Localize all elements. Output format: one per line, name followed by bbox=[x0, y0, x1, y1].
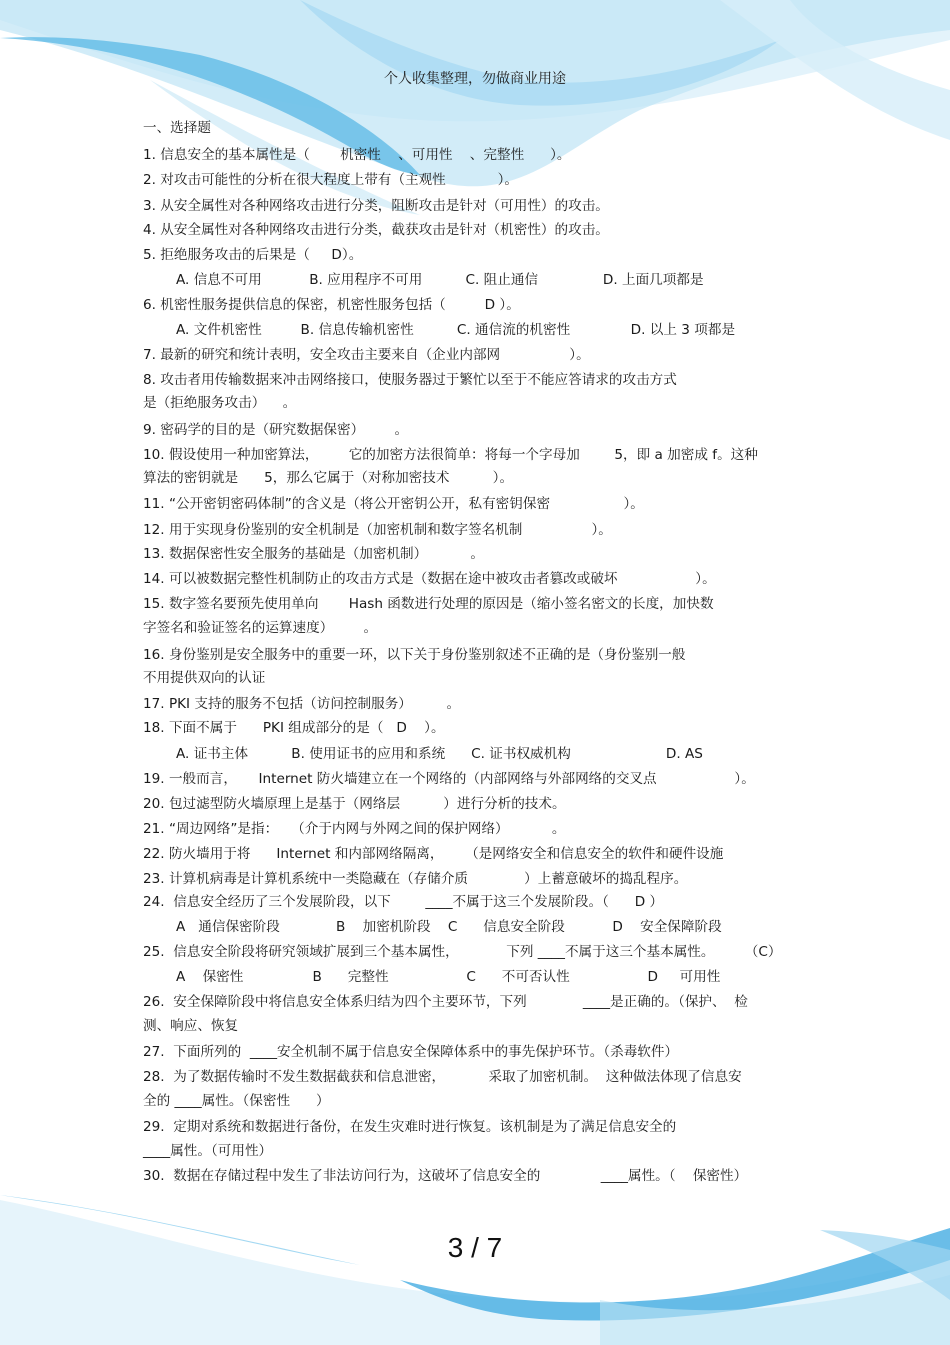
question-line: 6. 机密性服务提供信息的保密，机密性服务包括（ D ）。 bbox=[143, 297, 520, 313]
page-header: 个人收集整理，勿做商业用途 bbox=[384, 71, 566, 87]
question-line: 27. 下面所列的 ____安全机制不属于信息安全保障体系中的事先保护环节。（杀毒软件） bbox=[143, 1044, 679, 1060]
question-line: 全的 ____属性。（保密性 ） bbox=[143, 1093, 330, 1109]
question-line: 14. 可以被数据完整性机制防止的攻击方式是（数据在途中被攻击者篡改或破坏 ）。 bbox=[143, 571, 716, 587]
question-line: 13. 数据保密性安全服务的基础是（加密机制） 。 bbox=[143, 546, 485, 562]
question-line: 15. 数字签名要预先使用单向 Hash 函数进行处理的原因是（缩小签名密文的长度，加快数 bbox=[143, 596, 714, 612]
question-line: 18. 下面不属于 PKI 组成部分的是（ D ）。 bbox=[143, 720, 445, 736]
question-line: 5. 拒绝服务攻击的后果是（ D）。 bbox=[143, 247, 363, 263]
question-line: 9. 密码学的目的是（研究数据保密） 。 bbox=[143, 422, 409, 438]
question-line: 26. 安全保障阶段中将信息安全体系归结为四个主要环节，下列 ____是正确的。（保护、 检 bbox=[143, 994, 748, 1010]
question-line: 29. 定期对系统和数据进行备份，在发生灾难时进行恢复。该机制是为了满足信息安全的 bbox=[143, 1119, 677, 1135]
section-title: 一、选择题 bbox=[143, 120, 211, 136]
question-line: 17. PKI 支持的服务不包括（访问控制服务） 。 bbox=[143, 696, 461, 712]
question-line: 4. 从安全属性对各种网络攻击进行分类，截获攻击是针对（机密性）的攻击。 bbox=[143, 222, 609, 238]
option-line: A. 文件机密性 B. 信息传输机密性 C. 通信流的机密性 D. 以上 3 项都是 bbox=[176, 322, 736, 338]
question-line: ____属性。（可用性） bbox=[143, 1143, 273, 1159]
question-line: 是（拒绝服务攻击） 。 bbox=[143, 395, 297, 411]
question-line: 12. 用于实现身份鉴别的安全机制是（加密机制和数字签名机制 ）。 bbox=[143, 522, 612, 538]
question-line: 28. 为了数据传输时不发生数据截获和信息泄密， 采取了加密机制。 这种做法体现了信息安 bbox=[143, 1069, 742, 1085]
question-line: 21. “周边网络”是指： （介于内网与外网之间的保护网络） 。 bbox=[143, 821, 566, 837]
option-line: A 通信保密阶段 B 加密机阶段 C 信息安全阶段 D 安全保障阶段 bbox=[176, 919, 722, 935]
question-line: 1. 信息安全的基本属性是（ 机密性 、可用性 、完整性 ）。 bbox=[143, 147, 571, 163]
question-line: 30. 数据在存储过程中发生了非法访问行为，这破坏了信息安全的 ____属性。（ 保密性） bbox=[143, 1168, 748, 1184]
question-line: 23. 计算机病毒是计算机系统中一类隐藏在（存储介质 ）上蓄意破坏的捣乱程序。 bbox=[143, 871, 688, 887]
question-line: 20. 包过滤型防火墙原理上是基于（网络层 ）进行分析的技术。 bbox=[143, 796, 566, 812]
question-line: 22. 防火墙用于将 Internet 和内部网络隔离， （是网络安全和信息安全的软件和硬件设施 bbox=[143, 846, 724, 862]
question-line: 16. 身份鉴别是安全服务中的重要一环，以下关于身份鉴别叙述不正确的是（身份鉴别一般 bbox=[143, 647, 686, 663]
question-line: 19. 一般而言， Internet 防火墙建立在一个网络的（内部网络与外部网络的交叉点 ）。 bbox=[143, 771, 755, 787]
option-line: A. 证书主体 B. 使用证书的应用和系统 C. 证书权威机构 D. AS bbox=[176, 746, 703, 762]
question-line: 8. 攻击者用传输数据来冲击网络接口，使服务器过于繁忙以至于不能应答请求的攻击方式 bbox=[143, 372, 677, 388]
question-line: 10. 假设使用一种加密算法， 它的加密方法很简单：将每一个字母加 5，即 a 加密成 f。这种 bbox=[143, 447, 758, 463]
question-line: 字签名和验证签名的运算速度） 。 bbox=[143, 620, 378, 636]
question-line: 3. 从安全属性对各种网络攻击进行分类，阻断攻击是针对（可用性）的攻击。 bbox=[143, 198, 609, 214]
question-line: 算法的密钥就是 5，那么它属于（对称加密技术 ）。 bbox=[143, 470, 514, 486]
option-line: A 保密性 B 完整性 C 不可否认性 D 可用性 bbox=[176, 969, 721, 985]
question-line: 测、响应、恢复 bbox=[143, 1018, 239, 1034]
question-line: 25. 信息安全阶段将研究领域扩展到三个基本属性， 下列 ____不属于这三个基本属性。 （C） bbox=[143, 944, 782, 960]
question-line: 2. 对攻击可能性的分析在很大程度上带有（主观性 ）。 bbox=[143, 172, 518, 188]
question-line: 11. “公开密钥密码体制”的含义是（将公开密钥公开，私有密钥保密 ）。 bbox=[143, 496, 644, 512]
page-number: 3 / 7 bbox=[447, 1232, 503, 1263]
question-line: 7. 最新的研究和统计表明，安全攻击主要来自（企业内部网 ）。 bbox=[143, 347, 590, 363]
question-line: 24. 信息安全经历了三个发展阶段，以下 ____不属于这三个发展阶段。（ D ） bbox=[143, 894, 664, 910]
question-line: 不用提供双向的认证 bbox=[143, 670, 266, 686]
option-line: A. 信息不可用 B. 应用程序不可用 C. 阻止通信 D. 上面几项都是 bbox=[176, 272, 704, 288]
